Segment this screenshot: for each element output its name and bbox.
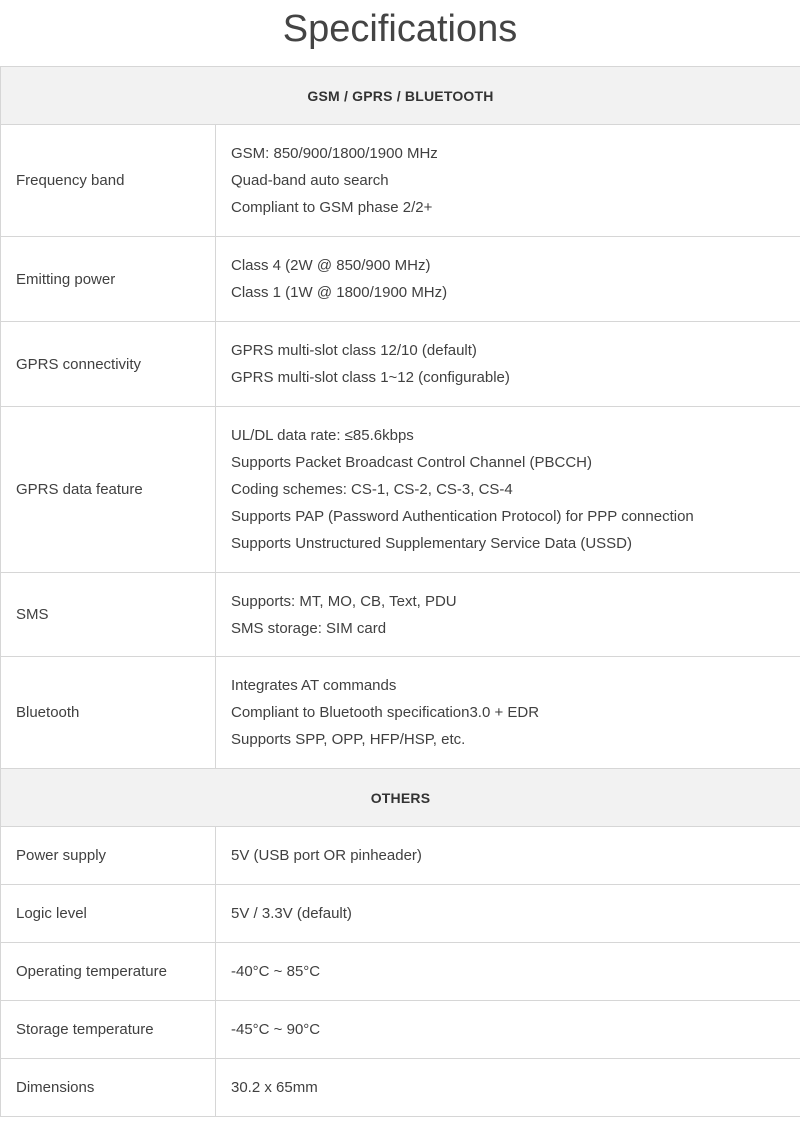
spec-value-line: UL/DL data rate: ≤85.6kbps <box>231 427 414 444</box>
spec-value-frequency-band <box>216 125 800 237</box>
spec-label-power-supply: Power supply <box>1 827 216 885</box>
spec-value-line: Compliant to Bluetooth specification3.0 + EDR <box>231 704 540 721</box>
spec-label-emitting-power: Emitting power <box>1 237 216 322</box>
spec-value-line: -45°C ~ 90°C <box>231 1021 321 1038</box>
spec-label-logic-level: Logic level <box>1 885 216 943</box>
section-header-row <box>1 67 800 125</box>
table-row <box>1 1001 800 1059</box>
spec-label-gprs-connectivity: GPRS connectivity <box>1 322 216 407</box>
spec-label-operating-temperature: Operating temperature <box>1 943 216 1001</box>
spec-value-line: Class 4 (2W @ 850/900 MHz) <box>231 257 431 274</box>
spec-label-sms: SMS <box>1 573 216 657</box>
spec-value-line: Supports: MT, MO, CB, Text, PDU <box>231 592 457 610</box>
table-row <box>1 943 800 1001</box>
spec-value-gprs-data-feature <box>216 407 800 573</box>
spec-value-line: 5V / 3.3V (default) <box>231 905 352 922</box>
spec-value-dimensions <box>216 1059 800 1117</box>
spec-label-gprs-data-feature: GPRS data feature <box>1 407 216 573</box>
spec-value-line: 5V (USB port OR pinheader) <box>231 847 422 864</box>
table-row <box>1 885 800 943</box>
spec-value-line: Supports Unstructured Supplementary Service Data (USSD) <box>231 535 633 552</box>
spec-value-line: Compliant to GSM phase 2/2+ <box>231 199 433 216</box>
table-row <box>1 407 800 573</box>
specifications-table <box>0 66 800 1117</box>
spec-value-line: Integrates AT commands <box>231 677 397 694</box>
spec-value-operating-temperature <box>216 943 800 1001</box>
table-row <box>1 125 800 237</box>
page-title: Specifications <box>282 8 518 50</box>
table-row <box>1 827 800 885</box>
spec-label-bluetooth: Bluetooth <box>1 657 216 769</box>
table-row <box>1 573 800 657</box>
table-row <box>1 1059 800 1117</box>
spec-value-line: Coding schemes: CS-1, CS-2, CS-3, CS-4 <box>231 481 513 498</box>
spec-value-logic-level <box>216 885 800 943</box>
spec-value-power-supply <box>216 827 800 885</box>
spec-value-sms <box>216 573 800 657</box>
spec-value-line: Supports PAP (Password Authentication Protocol) for PPP connection <box>231 508 694 525</box>
table-row <box>1 322 800 407</box>
spec-value-storage-temperature <box>216 1001 800 1059</box>
spec-value-emitting-power <box>216 237 800 322</box>
table-row <box>1 237 800 322</box>
spec-value-line: SMS storage: SIM card <box>231 619 387 637</box>
spec-value-line: Quad-band auto search <box>231 172 389 189</box>
spec-label-dimensions: Dimensions <box>1 1059 216 1117</box>
spec-value-line: Supports SPP, OPP, HFP/HSP, etc. <box>231 731 466 748</box>
spec-value-bluetooth <box>216 657 800 769</box>
spec-value-line: -40°C ~ 85°C <box>231 963 321 980</box>
spec-value-line: GSM: 850/900/1800/1900 MHz <box>231 145 438 162</box>
spec-value-line: Supports Packet Broadcast Control Channel (PBCCH) <box>231 454 592 471</box>
section-heading-gsm-gprs-bluetooth: GSM / GPRS / BLUETOOTH <box>1 67 800 125</box>
table-row <box>1 657 800 769</box>
section-heading-others: OTHERS <box>1 769 800 827</box>
spec-value-line: GPRS multi-slot class 12/10 (default) <box>231 342 477 359</box>
spec-label-frequency-band: Frequency band <box>1 125 216 237</box>
spec-value-line: GPRS multi-slot class 1~12 (configurable) <box>231 369 510 386</box>
spec-label-storage-temperature: Storage temperature <box>1 1001 216 1059</box>
spec-value-gprs-connectivity <box>216 322 800 407</box>
section-header-row <box>1 769 800 827</box>
spec-value-line: 30.2 x 65mm <box>231 1079 318 1096</box>
spec-value-line: Class 1 (1W @ 1800/1900 MHz) <box>231 284 448 301</box>
